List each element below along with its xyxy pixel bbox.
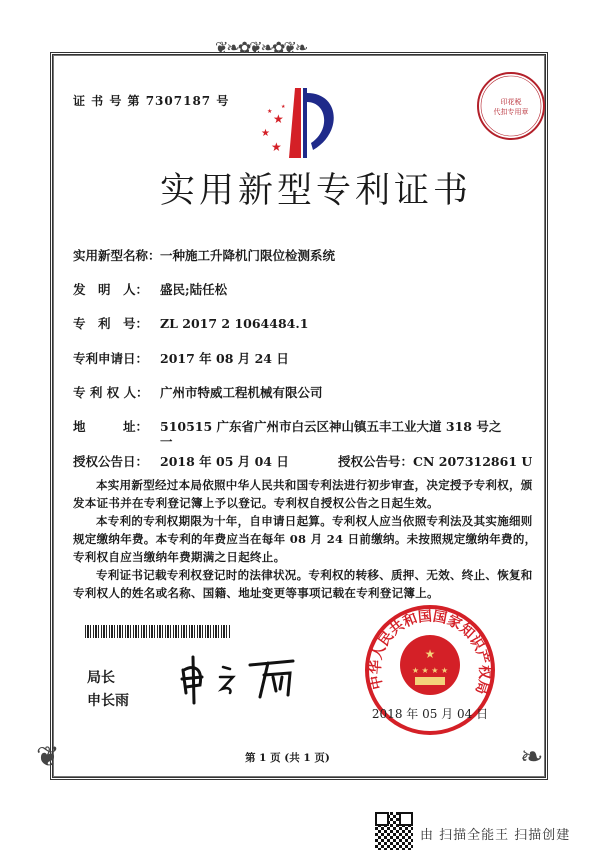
- field-grant-date: [73, 452, 289, 470]
- field-value: 2017 年 08 月 24 日: [160, 351, 289, 366]
- field-value: 2018 年 05 月 04 日: [160, 454, 289, 469]
- barcode: [85, 625, 230, 638]
- field-address: [73, 417, 501, 435]
- qr-code: [375, 812, 413, 850]
- field-utility-model-name: [73, 246, 335, 264]
- field-label: 实用新型名称：: [73, 248, 161, 263]
- svg-text:★: ★: [281, 104, 286, 110]
- page-info: 第 1 页 (共 1 页): [245, 752, 330, 764]
- paragraph-term: 本专利的专利权期限为十年，自申请日起算。专利权人应当依照专利法及其实施细则规定缴纳年费。本专利的年费应当在每年 08 月 24 日前缴纳。未按照规定缴纳年费的，专利权自应当缴纳年费期满之日起终止。: [73, 514, 537, 564]
- field-label: 专利申请日：: [73, 351, 149, 366]
- top-ornament: ❦❧✿❦❧✿❦❧: [215, 38, 307, 57]
- svg-text:★: ★: [267, 108, 273, 115]
- field-value: 盛民;陆任松: [160, 282, 228, 297]
- certificate-title: 实用新型专利证书: [160, 171, 473, 211]
- field-label: 地 址：: [73, 419, 149, 434]
- field-value: CN 207312861 U: [413, 454, 533, 469]
- field-label: 授权公告日：: [73, 454, 149, 469]
- bottom-left-ornament: ❦: [36, 740, 58, 773]
- svg-text:★ ★ ★ ★: ★ ★ ★ ★: [411, 666, 449, 675]
- field-value: 510515 广东省广州市白云区神山镇五丰工业大道 318 号之: [160, 419, 502, 434]
- field-label: 专 利 号：: [73, 316, 149, 331]
- svg-text:★: ★: [271, 140, 282, 154]
- certificate-number: 证 书 号 第 7307187 号: [73, 94, 230, 108]
- signatory-title: 局长: [87, 670, 115, 686]
- svg-text:★: ★: [261, 128, 270, 139]
- svg-text:代扣专用章: 代扣专用章: [493, 108, 529, 116]
- field-grant-number: [338, 452, 532, 470]
- seal-date: 2018 年 05 月 04 日: [371, 707, 489, 721]
- field-application-date: [73, 349, 289, 367]
- field-value: 广州市特威工程机械有限公司: [160, 385, 323, 400]
- official-seal: [363, 603, 498, 738]
- signatory-name: 申长雨: [87, 693, 129, 709]
- svg-text:★: ★: [273, 112, 284, 126]
- handwritten-signature: [178, 655, 303, 705]
- cnipa-logo-icon: [255, 88, 345, 163]
- paragraph-legal-status: 专利证书记载专利权登记时的法律状况。专利权的转移、质押、无效、终止、恢复和专利权人的姓名或名称、国籍、地址变更等事项记载在专利登记簿上。: [73, 568, 533, 600]
- svg-text:印花税: 印花税: [500, 98, 522, 106]
- field-value: ZL 2017 2 1064484.1: [160, 316, 309, 331]
- field-label: 授权公告号：: [338, 454, 414, 469]
- tax-seal: [475, 70, 547, 142]
- svg-text:中华人民共和国国家知识产权局: 中华人民共和国国家知识产权局: [367, 608, 493, 697]
- bottom-right-ornament: ❧: [520, 740, 542, 773]
- field-label: 专 利 权 人：: [73, 385, 149, 400]
- field-address-continuation: 一: [160, 434, 173, 449]
- field-value: 一种施工升降机门限位检测系统: [160, 248, 336, 263]
- field-patentee: [73, 383, 323, 401]
- svg-text:★: ★: [424, 647, 436, 661]
- field-label: 发 明 人：: [73, 282, 149, 297]
- field-inventor: [73, 280, 227, 298]
- scanner-watermark: 由 扫描全能王 扫描创建: [420, 828, 571, 843]
- field-patent-number: [73, 314, 308, 332]
- paragraph-grant: 本实用新型经过本局依照中华人民共和国专利法进行初步审查，决定授予专利权，颁发本证书并在专利登记簿上予以登记。专利权自授权公告之日起生效。: [73, 478, 533, 510]
